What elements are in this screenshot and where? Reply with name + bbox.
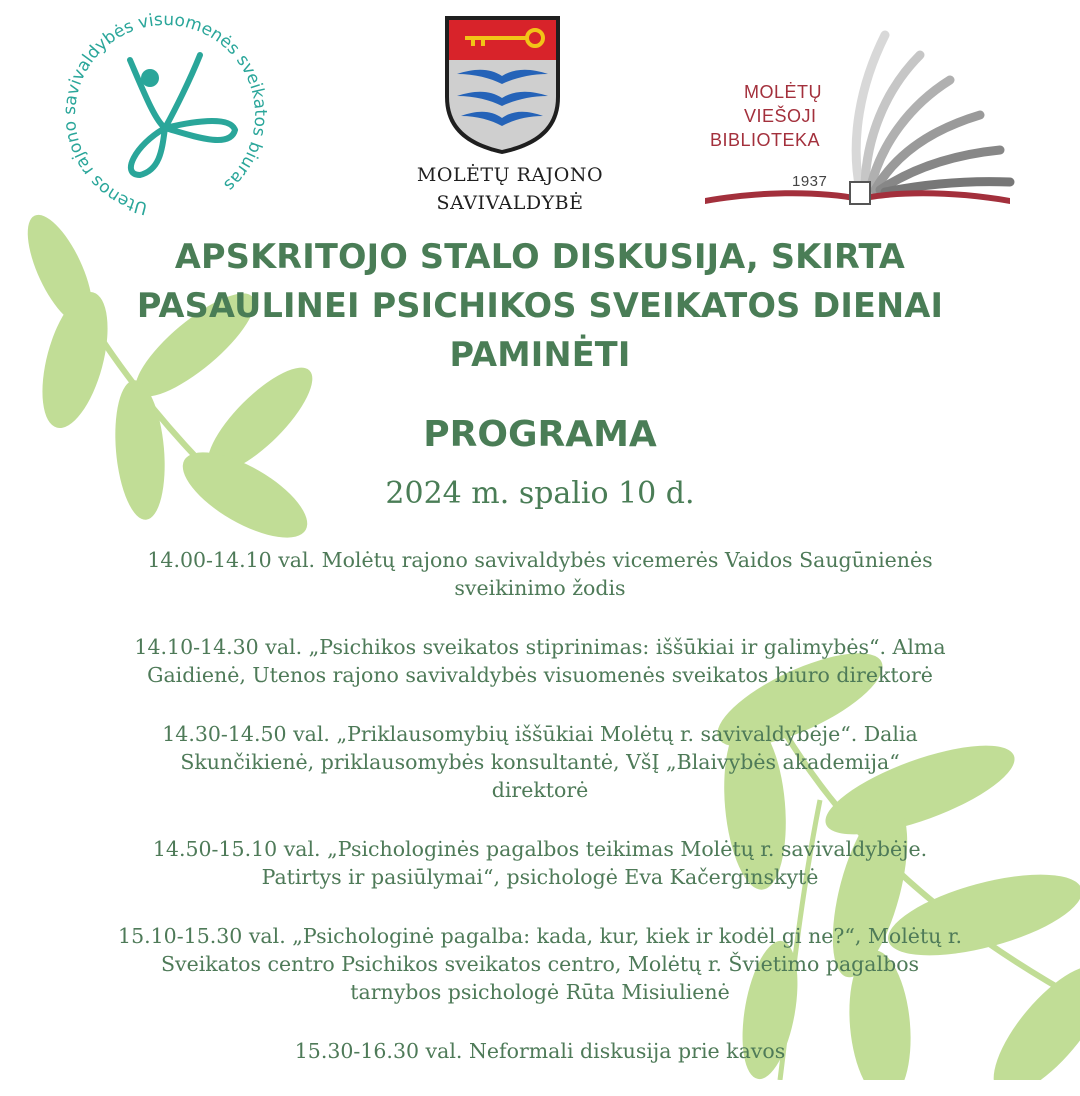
program-item: 14.50-15.10 val. „Psichologinės pagalbos teikimas Molėtų r. savivaldybėje. Patirtys ir pasiūlymai“, psichologė Eva Kačerginskytė <box>152 837 928 889</box>
moletai-municipality-logo <box>395 12 625 222</box>
program-item: 15.30-16.30 val. Neformali diskusija prie kavos <box>294 1039 786 1063</box>
event-title-line1: APSKRITOJO STALO DISKUSIJA, SKIRTA <box>174 237 906 276</box>
event-title-line2: PASAULINEI PSICHIKOS SVEIKATOS DIENAI <box>136 286 944 325</box>
library-year: 1937 <box>792 173 828 190</box>
library-name-line2: VIEŠOJI <box>744 106 817 126</box>
program-item: 14.10-14.30 val. „Psichikos sveikatos stiprinimas: iššūkiai ir galimybės“. Alma Gaidienė, Utenos rajono savivaldybės visuomenės sveikatos biuro direktorė <box>134 635 946 687</box>
program-item: 14.00-14.10 val. Molėtų rajono savivaldybės vicemerės Vaidos Saugūnienės sveikinimo žodis <box>147 548 933 600</box>
event-title-line3: PAMINĖTI <box>449 335 631 374</box>
moletai-library-logo <box>700 30 1020 215</box>
library-name-line3: BIBLIOTEKA <box>710 130 821 150</box>
coat-of-arms-icon <box>395 12 625 162</box>
library-name-line1: MOLĖTŲ <box>744 82 823 102</box>
event-date: 2024 m. spalio 10 d. <box>385 476 695 511</box>
municipality-name-line2: SAVIVALDYBĖ <box>436 192 584 214</box>
program-item: 15.10-15.30 val. „Psichologinė pagalba: kada, kur, kiek ir kodėl gi ne?“, Molėtų r. Sveikatos centro Psichikos sveikatos centro, Molėtų r. Švietimo pagalbos tarnybos psichologė Rūta Misiulienė <box>118 924 962 1004</box>
event-title <box>20 232 1060 379</box>
utenos-health-bureau-logo <box>50 10 280 220</box>
dancing-figure-icon <box>50 10 280 220</box>
program-item: 14.30-14.50 val. „Priklausomybių iššūkiai Molėtų r. savivaldybėje“. Dalia Skunčikienė, priklausomybės konsultantė, VšĮ „Blaivybės akademija“ direktorė <box>162 722 918 802</box>
program-heading: PROGRAMA <box>423 414 657 455</box>
svg-text:Utenos rajono savivaldybės vis: Utenos rajono savivaldybės visuomenės sveikatos biuras <box>59 10 271 219</box>
municipality-name-line1: MOLĖTŲ RAJONO <box>416 164 604 186</box>
program-list <box>20 546 1060 1096</box>
